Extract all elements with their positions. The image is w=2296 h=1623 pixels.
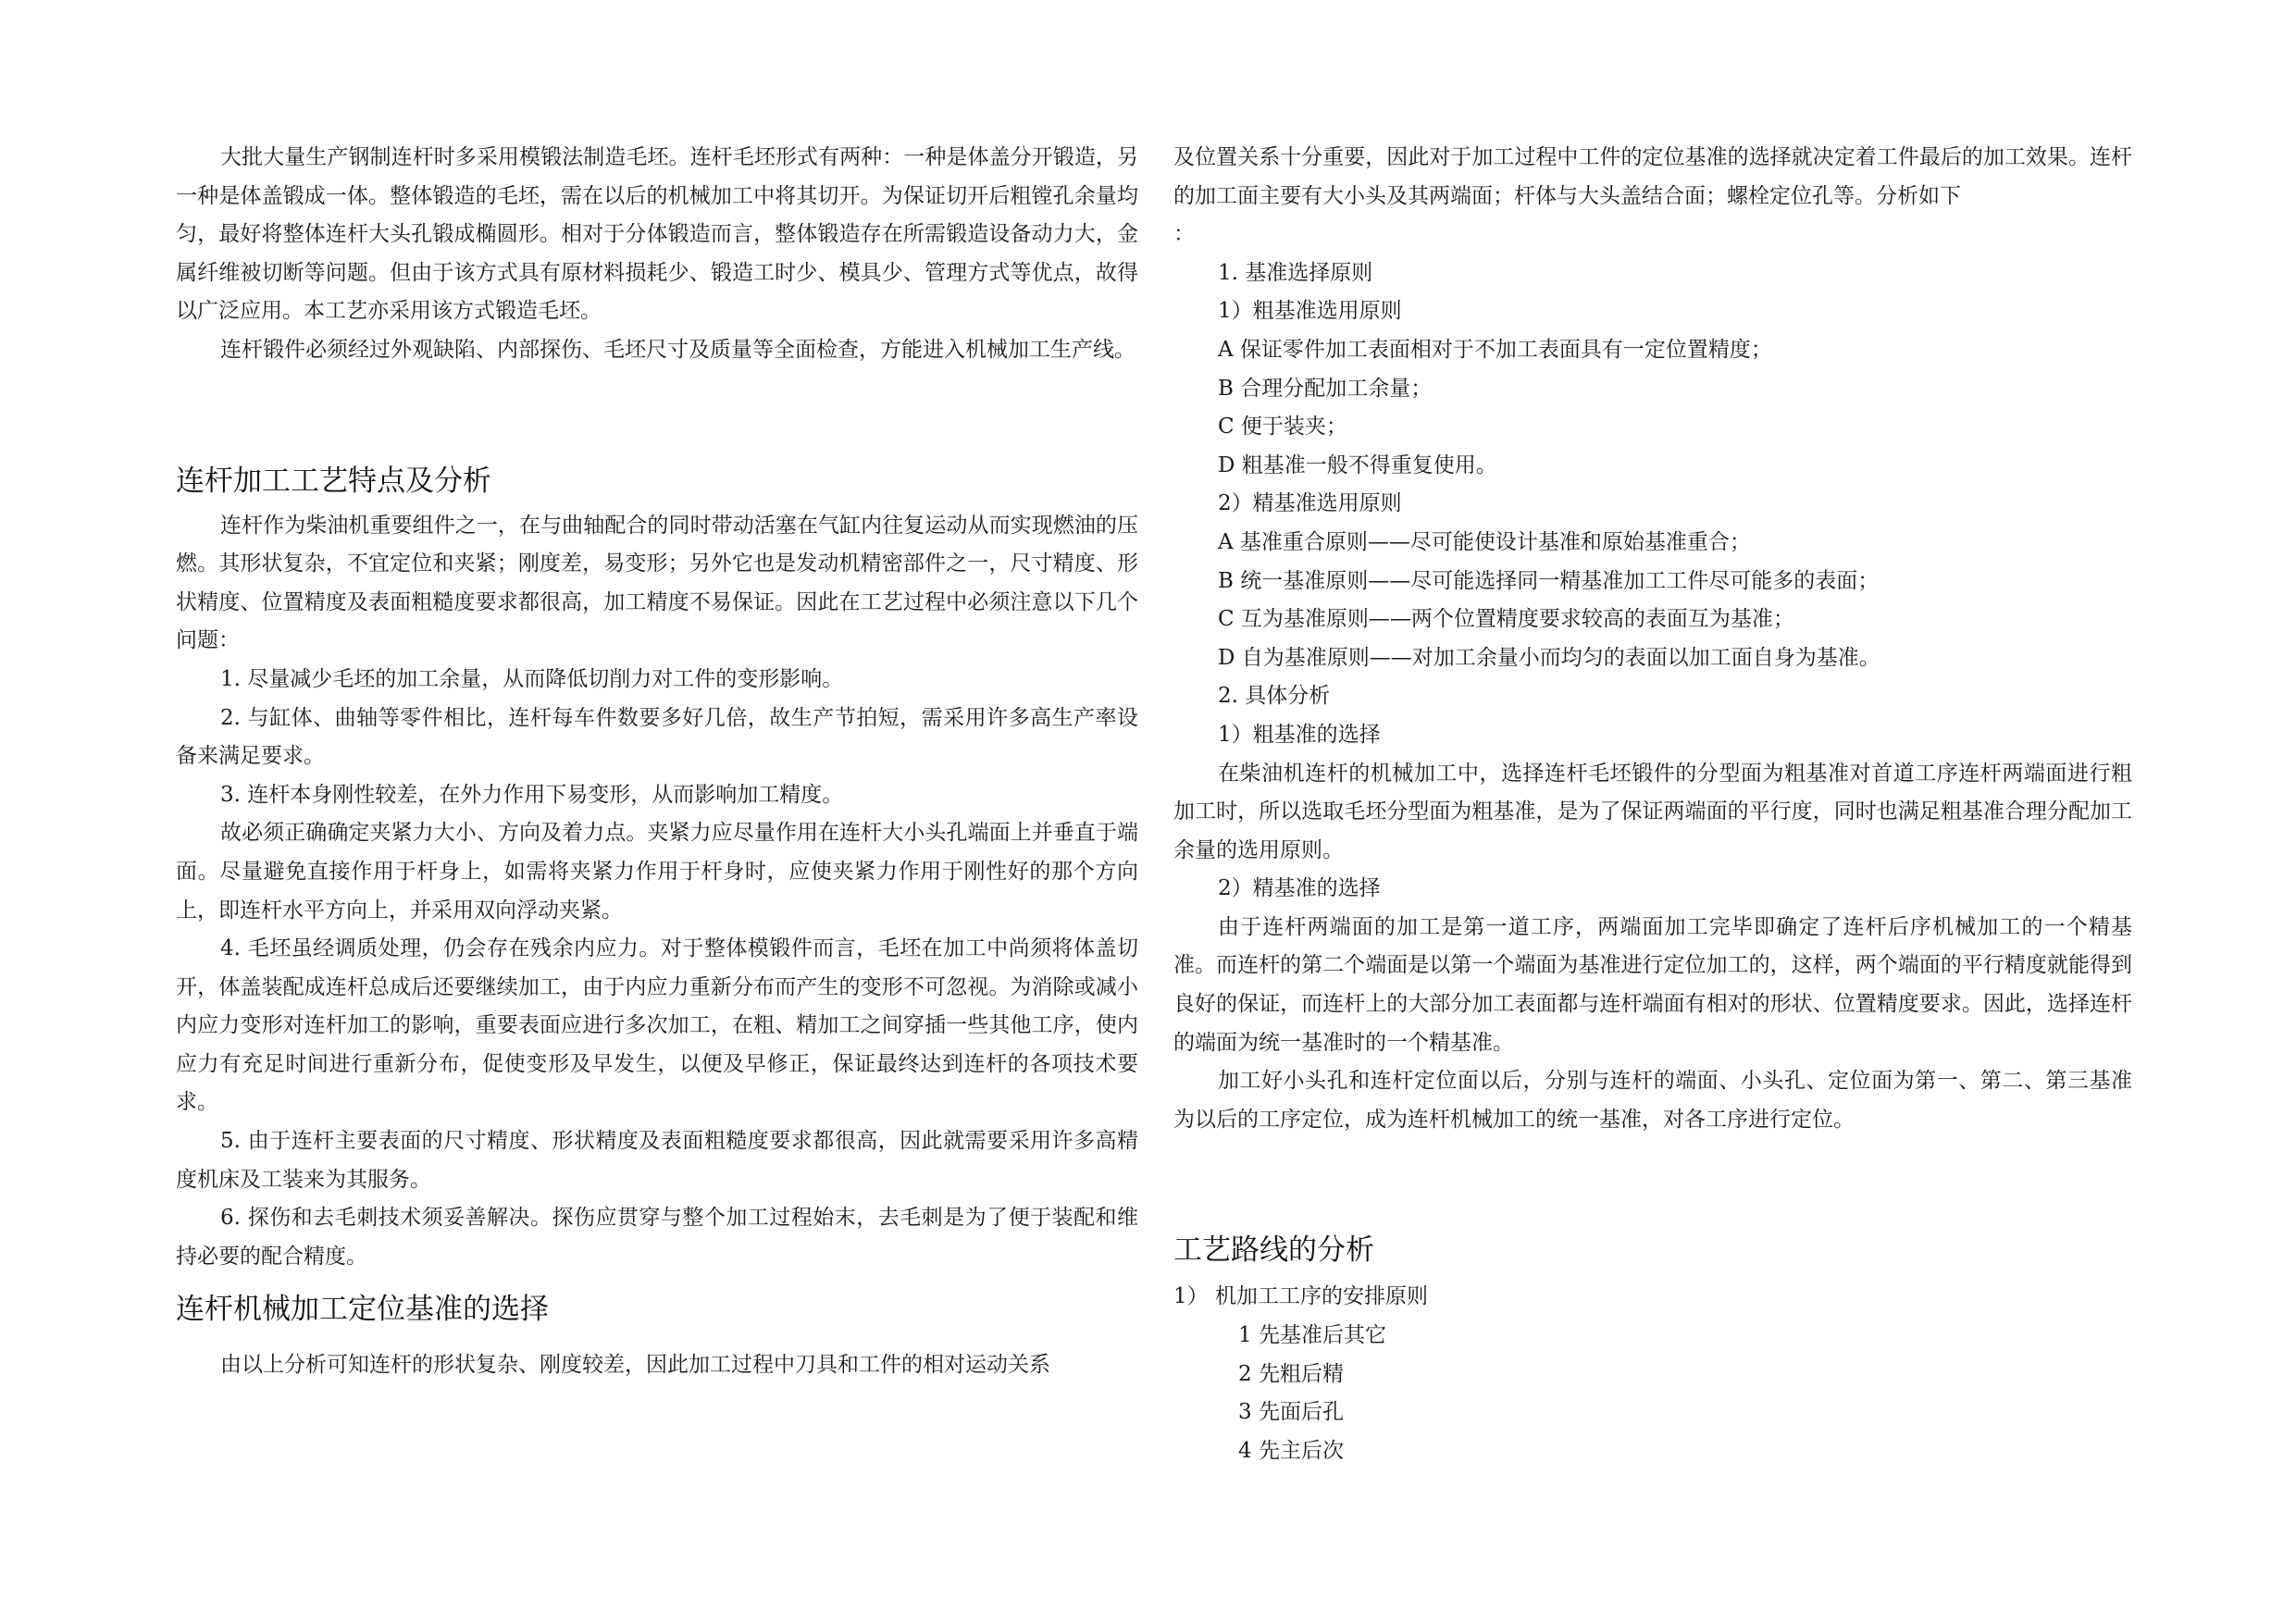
route-item: 1 先基准后其它	[1238, 1323, 1386, 1348]
intro-paragraph-2: 连杆锻件必须经过外观缺陷、内部探伤、毛坯尺寸及质量等全面检查，方能进入机械加工生产线。	[220, 337, 1136, 362]
section-heading-locating-datum: 连杆机械加工定位基准的选择	[176, 1293, 549, 1327]
fine-principle-c: C 互为基准原则——两个位置精度要求较高的表面互为基准；	[1218, 607, 1794, 632]
section1-item-3: 3. 连杆本身刚性较差，在外力作用下易变形，从而影响加工精度。	[220, 782, 844, 807]
heading-fine-datum-principles: 2）精基准选用原则	[1218, 491, 1402, 516]
section2-paragraph-1: 由以上分析可知连杆的形状复杂、刚度较差，因此加工过程中刀具和工件的相对运动关系	[220, 1353, 1050, 1378]
heading-rough-datum-selection: 1）粗基准的选择	[1218, 722, 1381, 747]
right-column	[1173, 139, 2132, 1470]
section1-item-4: 4. 毛坯虽经调质处理，仍会存在残余内应力。对于整体模锻件而言，毛坯在加工中尚须将体盖切开，体盖装配成连杆总成后还要继续加工，由于内应力重新分布而产生的变形不可忽视。为消除或减小内应力变形对连杆加工的影响，重要表面应进行多次加工，在粗、精加工之间穿插一些其他工序，使内应力有充足时间进行重新分布，促使变形及早发生，以便及早修正，保证最终达到连杆的各项技术要求。	[176, 936, 1138, 1115]
route-item: 2 先粗后精	[1238, 1361, 1344, 1386]
heading-rough-datum-principles: 1）粗基准选用原则	[1218, 299, 1402, 324]
route-item: 4 先主后次	[1238, 1438, 1344, 1463]
fine-principle-d: D 自为基准原则——对加工余量小而均匀的表面以加工面自身为基准。	[1218, 645, 1880, 670]
section1-item-5: 5. 由于连杆主要表面的尺寸精度、形状精度及表面粗糙度要求都很高，因此就需要采用许多高精度机床及工装来为其服务。	[176, 1129, 1138, 1192]
section1-item-2: 2. 与缸体、曲轴等零件相比，连杆每车件数要多好几倍，故生产节拍短，需采用许多高生产率设备来满足要求。	[176, 705, 1138, 769]
fine-principle-a: A 基准重合原则——尽可能使设计基准和原始基准重合；	[1218, 529, 1751, 554]
rough-principle-d: D 粗基准一般不得重复使用。	[1218, 452, 1497, 477]
section1-paragraph-2: 故必须正确确定夹紧力大小、方向及着力点。夹紧力应尽量作用在连杆大小头孔端面上并垂直于端面。尽量避免直接作用于杆身上，如需将夹紧力作用于杆身时，应使夹紧力作用于刚性好的那个方向上，即连杆水平方向上，并采用双向浮动夹紧。	[176, 821, 1138, 923]
section1-paragraph-1: 连杆作为柴油机重要组件之一，在与曲轴配合的同时带动活塞在气缸内往复运动从而实现燃油的压燃。其形状复杂，不宜定位和夹紧；刚度差，易变形；另外它也是发动机精密部件之一，尺寸精度、形状精度、位置精度及表面粗糙度要求都很高，加工精度不易保证。因此在工艺过程中必须注意以下几个问题：	[176, 513, 1138, 653]
heading-specific-analysis: 2. 具体分析	[1218, 684, 1331, 709]
fine-principle-b: B 统一基准原则——尽可能选择同一精基准加工工件尽可能多的表面；	[1218, 568, 1880, 593]
intro-paragraph-1: 大批大量生产钢制连杆时多采用模锻法制造毛坯。连杆毛坯形式有两种：一种是体盖分开锻造，另一种是体盖锻成一体。整体锻造的毛坯，需在以后的机械加工中将其切开。为保证切开后粗镗孔余量均匀，最好将整体连杆大头孔锻成椭圆形。相对于分体锻造而言，整体锻造存在所需锻造设备动力大，金属纤维被切断等问题。但由于该方式具有原材料损耗少、锻造工时少、模具少、管理方式等优点，故得以广泛应用。本工艺亦采用该方式锻造毛坯。	[176, 145, 1138, 324]
left-column	[176, 139, 1138, 1385]
route-item: 3 先面后孔	[1238, 1400, 1344, 1425]
continued-colon: ：	[1173, 222, 1195, 247]
rough-principle-c: C 便于装夹；	[1218, 415, 1347, 440]
heading-fine-datum-selection: 2）精基准的选择	[1218, 876, 1381, 901]
fine-datum-paragraph-1: 由于连杆两端面的加工是第一道工序，两端面加工完毕即确定了连杆后序机械加工的一个精基准。而连杆的第二个端面是以第一个端面为基准进行定位加工的，这样，两个端面的平行精度就能得到良好的保证，而连杆上的大部分加工表面都与连杆端面有相对的形状、位置精度要求。因此，选择连杆的端面为统一基准时的一个精基准。	[1173, 914, 2132, 1055]
rough-principle-b: B 合理分配加工余量；	[1218, 376, 1433, 401]
heading-datum-principles: 1. 基准选择原则	[1218, 260, 1373, 285]
rough-principle-a: A 保证零件加工表面相对于不加工表面具有一定位置精度；	[1218, 337, 1772, 362]
section1-item-6: 6. 探伤和去毛刺技术须妥善解决。探伤应贯穿与整个加工过程始末，去毛刺是为了便于装配和维持必要的配合精度。	[176, 1206, 1138, 1269]
section-heading-process-route: 工艺路线的分析	[1173, 1233, 1374, 1268]
section-heading-process-features: 连杆加工工艺特点及分析	[176, 464, 491, 498]
rough-datum-paragraph: 在柴油机连杆的机械加工中，选择连杆毛坯锻件的分型面为粗基准对首道工序连杆两端面进行粗加工时，所以选取毛坯分型面为粗基准，是为了保证两端面的平行度，同时也满足粗基准合理分配加工余量的选用原则。	[1173, 761, 2132, 862]
route-arrangement-heading: 1） 机加工工序的安排原则	[1173, 1284, 1428, 1309]
continued-paragraph: 及位置关系十分重要，因此对于加工过程中工件的定位基准的选择就决定着工件最后的加工效果。连杆的加工面主要有大小头及其两端面；杆体与大头盖结合面；螺栓定位孔等。分析如下	[1173, 145, 2132, 208]
section1-item-1: 1. 尽量减少毛坯的加工余量，从而降低切削力对工件的变形影响。	[220, 666, 844, 691]
fine-datum-paragraph-2: 加工好小头孔和连杆定位面以后，分别与连杆的端面、小头孔、定位面为第一、第二、第三基准为以后的工序定位，成为连杆机械加工的统一基准，对各工序进行定位。	[1173, 1069, 2132, 1132]
